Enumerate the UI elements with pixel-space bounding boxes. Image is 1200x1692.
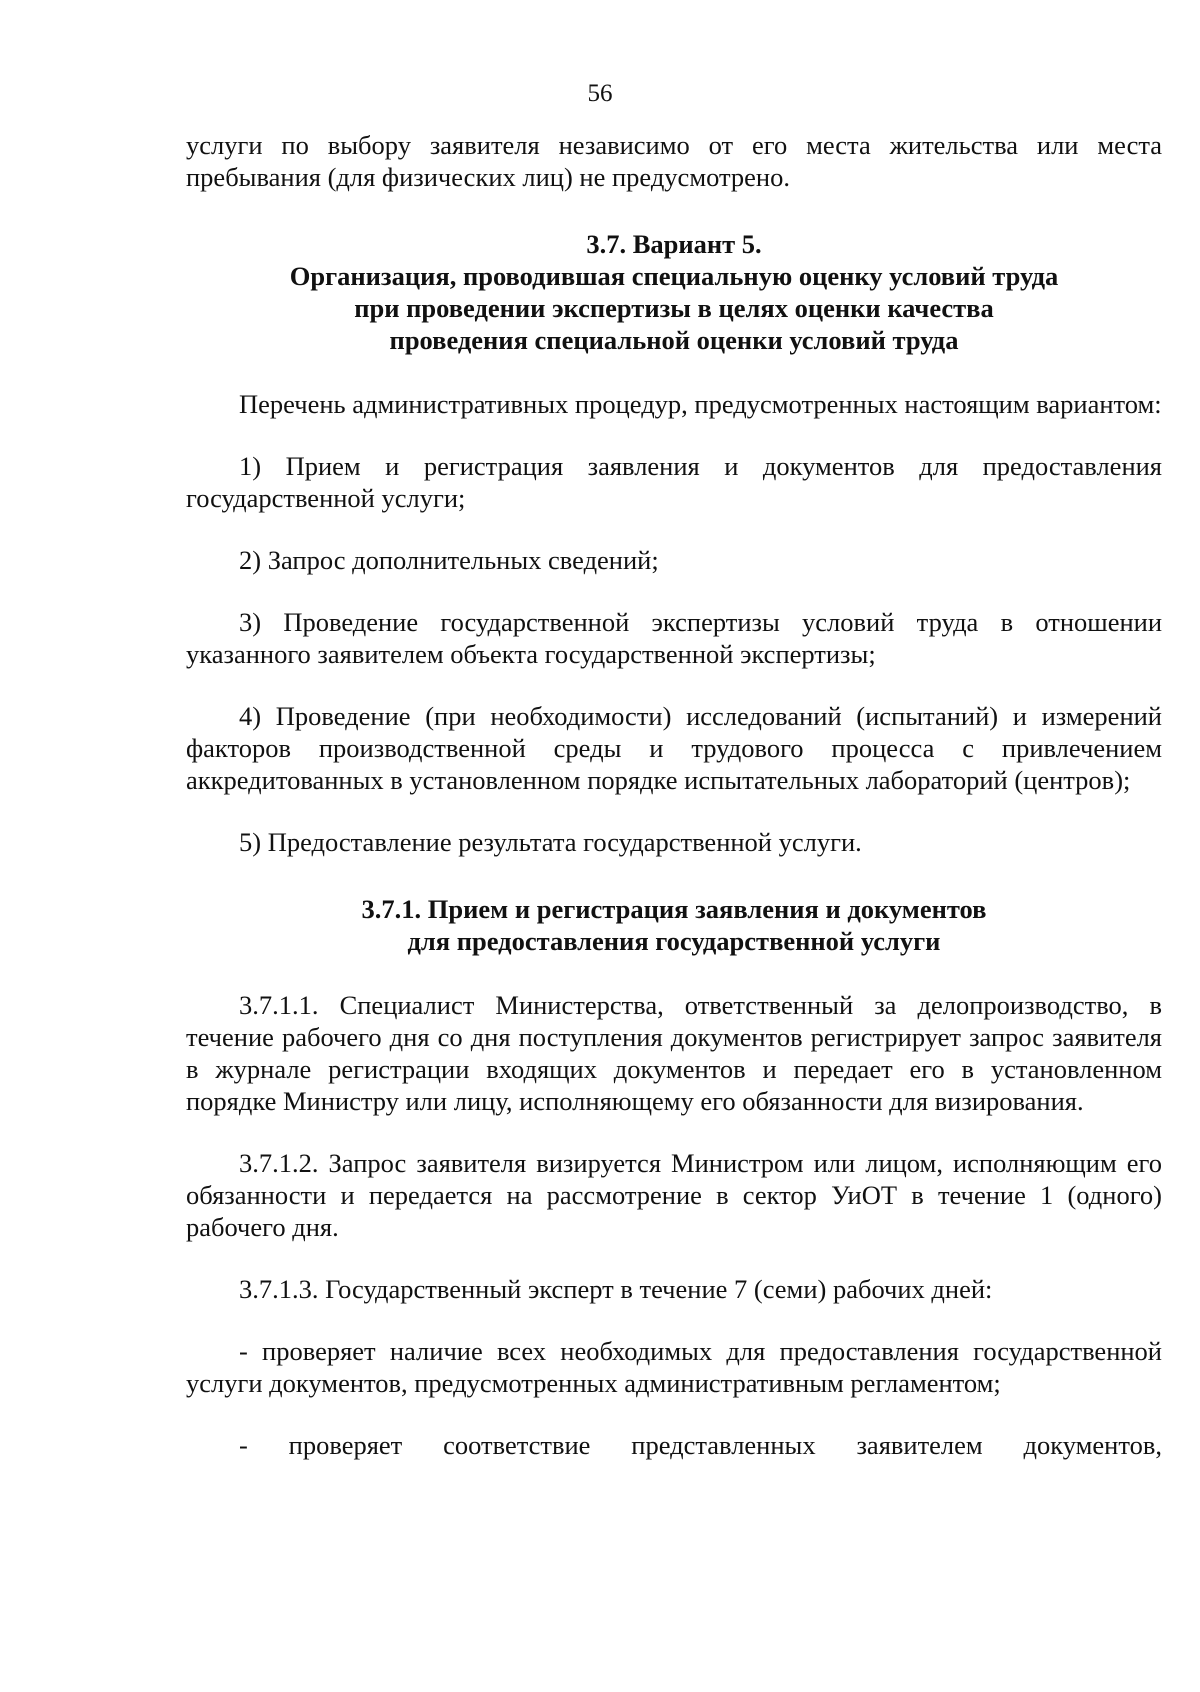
intro-paragraph: услуги по выбору заявителя независимо от его места жительства или места пребывания (для физических лиц) не предусмотрено. — [186, 130, 1162, 192]
check-item: - проверяет наличие всех необходимых для предоставления государственной услуги документов, предусмотренных административным регламентом; — [186, 1336, 1162, 1398]
procedure-item: 3) Проведение государственной экспертизы условий труда в отношении указанного заявителем объекта государственной экспертизы; — [186, 607, 1162, 669]
page-number: 56 — [587, 80, 613, 107]
subsection-heading-line: 3.7.1. Прием и регистрация заявления и документов — [361, 894, 987, 924]
check-item: - проверяет соответствие представленных заявителем документов, — [239, 1430, 1162, 1460]
clause-paragraph: 3.7.1.1. Специалист Министерства, ответственный за делопроизводство, в течение рабочего дня со дня поступления документов регистрирует запрос заявителя в журнале регистрации входящих документов и передает его в установленном порядке Министру или лицу, исполняющему его обязанности для визирования. — [186, 990, 1162, 1116]
procedure-item: 5) Предоставление результата государственной услуги. — [239, 827, 862, 857]
procedure-item: 2) Запрос дополнительных сведений; — [239, 545, 659, 575]
section-heading-line: проведения специальной оценки условий труда — [389, 325, 959, 355]
clause-paragraph: 3.7.1.3. Государственный эксперт в течение 7 (семи) рабочих дней: — [239, 1274, 993, 1304]
procedure-item: 1) Прием и регистрация заявления и документов для предоставления государственной услуги; — [186, 451, 1162, 513]
page-content — [186, 129, 1162, 1461]
section-heading — [186, 228, 1162, 356]
section-heading-line: Организация, проводившая специальную оценку условий труда — [289, 261, 1059, 291]
procedures-intro: Перечень административных процедур, предусмотренных настоящим вариантом: — [239, 389, 1162, 419]
clause-paragraph: 3.7.1.2. Запрос заявителя визируется Министром или лицом, исполняющим его обязанности и передается на рассмотрение в сектор УиОТ в течение 1 (одного) рабочего дня. — [186, 1148, 1162, 1242]
procedure-item: 4) Проведение (при необходимости) исследований (испытаний) и измерений факторов производственной среды и трудового процесса с привлечением аккредитованных в установленном порядке испытательных лабораторий (центров); — [186, 701, 1162, 795]
subsection-heading — [186, 893, 1162, 957]
section-heading-line: 3.7. Вариант 5. — [586, 229, 762, 259]
subsection-heading-line: для предоставления государственной услуги — [407, 926, 941, 956]
section-heading-line: при проведении экспертизы в целях оценки качества — [354, 293, 994, 323]
